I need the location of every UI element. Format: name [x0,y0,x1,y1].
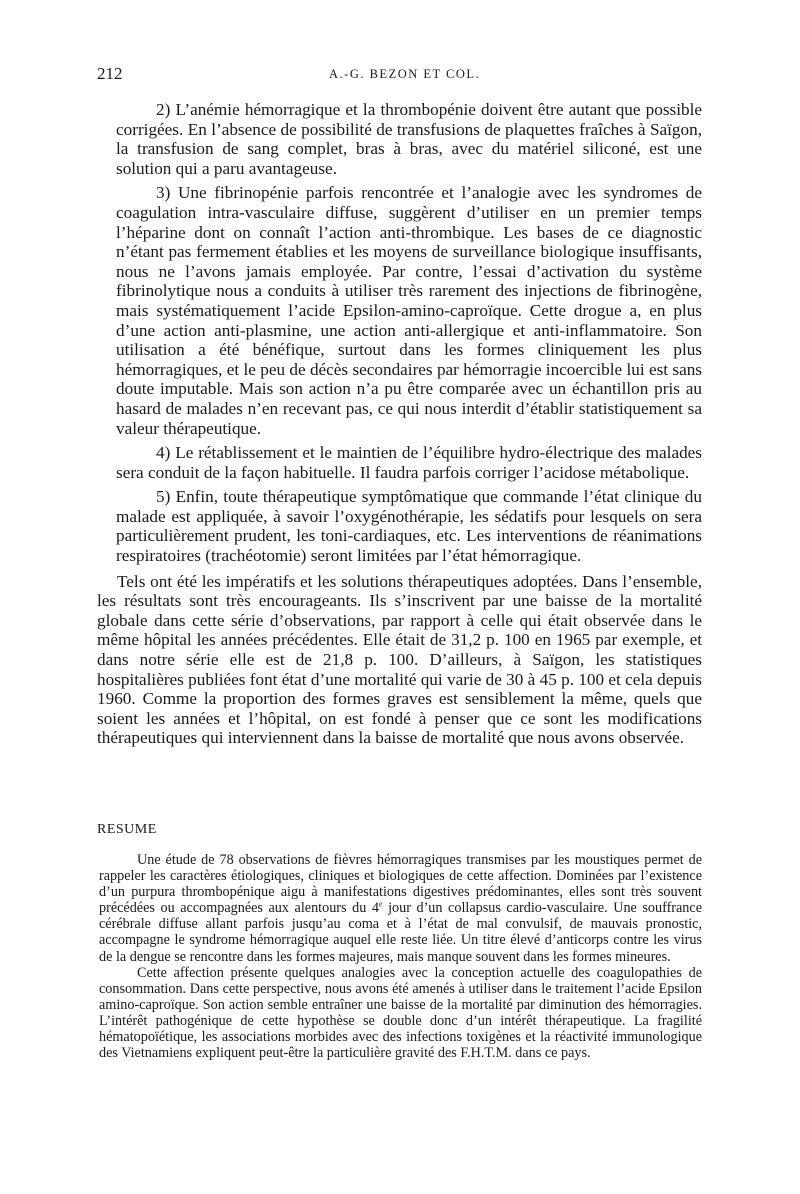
paragraph-item-4: 4) Le rétablissement et le maintien de l’équilibre hydro-électrique des malades sera conduit de la façon habituelle. Il faudra parfois corriger l’acidose métabolique. [116,443,702,482]
resume-body [99,852,702,1061]
paragraph-item-5: 5) Enfin, toute thérapeutique symptômatique que commande l’état clinique du malade est appliquée, à savoir l’oxygénothérapie, les sédatifs pour lesquels on sera particulièrement prudent, les toni-cardiaques, etc. Les interventions de réanimations respiratoires (trachéotomie) seront limitées par l’état hémorragique. [116,487,702,566]
resume-p1-superscript: e [378,899,383,909]
paragraph-item-3: 3) Une fibrinopénie parfois rencontrée et l’analogie avec les syndromes de coagulation intra-vasculaire diffuse, suggèrent d’utiliser en un premier temps l’héparine dont on connaît l’action anti-thrombique. Les bases de ce diagnostic n’étant pas fermement établies et les moyens de surveillance biologique insuffisants, nous ne l’avons jamais employée. Par contre, l’essai d’activation du système fibrinolytique nous a conduits à utiliser très rarement des injections de fibrinogène, mais systématiquement l’acide Epsilon-amino-caproïque. Cette drogue a, en plus d’une action anti-plasmine, une action anti-allergique et anti-inflammatoire. Son utilisation a été bénéfique, surtout dans les formes cliniquement les plus hémorragiques, et le peu de décès secondaires par hémorragie incoercible lui est sans doute imputable. Mais son action n’a pu être comparée avec un échantillon pris au hasard de malades n’en recevant pas, ce qui nous interdit d’établir statistiquement sa valeur thérapeutique. [116,183,702,438]
resume-p1-start: Une étude de 78 observations de fièvres hémorragiques transmises par les moustiques permet de rappeler les caractères étiologiques, cliniques et biologiques de cette affection. Dominées par l’existence d’un purpura thrombopénique aigu à manifestations digestives prédominantes, elles sont très souvent précédées ou accompagnées aux alentours du 4 [99,852,702,917]
resume-paragraph-1 [99,852,702,965]
resume-p1-end: jour d’un collapsus cardio-vasculaire. Une souffrance cérébrale diffuse allant parfois jusqu’au coma et à l’état de mal convulsif, de mauvais pronostic, accompagne le syndrome hémorragique auquel elle reste liée. Un titre élevé d’anticorps contre les virus de la dengue se rencontre dans les formes majeures, mais manque souvent dans les formes mineures. [99,900,702,965]
resume-heading: RESUME [97,822,157,837]
page-header [97,64,702,88]
running-head: A.-G. BEZON ET COL. [329,67,481,81]
page-number: 212 [97,64,123,83]
body-text [97,100,702,748]
paragraph-item-2: 2) L’anémie hémorragique et la thrombopénie doivent être autant que possible corrigées. En l’absence de possibilité de transfusions de plaquettes fraîches à Saïgon, la transfusion de sang complet, bras à bras, avec du matériel siliconé, est une solution qui a paru avantageuse. [116,100,702,178]
paragraph-conclusion: Tels ont été les impératifs et les solutions thérapeutiques adoptées. Dans l’ensemble, les résultats sont très encourageants. Ils s’inscrivent par une baisse de la mortalité globale dans cette série d’observations, par rapport à celle qui était observée dans le même hôpital les années précédentes. Elle était de 31,2 p. 100 en 1965 par exemple, et dans notre série elle est de 21,8 p. 100. D’ailleurs, à Saïgon, les statistiques hospitalières publiées font état d’une mortalité qui varie de 30 à 45 p. 100 et cela depuis 1960. Comme la proportion des formes graves est sensiblement la même, quels que soient les années et l’hôpital, on est fondé à penser que ce sont les modifications thérapeutiques qui interviennent dans la baisse de mortalité que nous avons observée. [97,571,702,748]
resume-paragraph-2: Cette affection présente quelques analogies avec la conception actuelle des coagulopathies de consommation. Dans cette perspective, nous avons été amenés à utiliser dans le traitement l’acide Epsilon amino-caproïque. Son action semble entraîner une baisse de la mortalité par diminution des hémorragies. L’intérêt pathogénique de cette hypothèse se double donc d’un intérêt thérapeutique. La fragilité hématopoïétique, les associations morbides avec des infections toxigènes et la réactivité immunologique des Vietnamiens expliquent peut-être la particulière gravité des F.H.T.M. dans ce pays. [99,964,702,1062]
